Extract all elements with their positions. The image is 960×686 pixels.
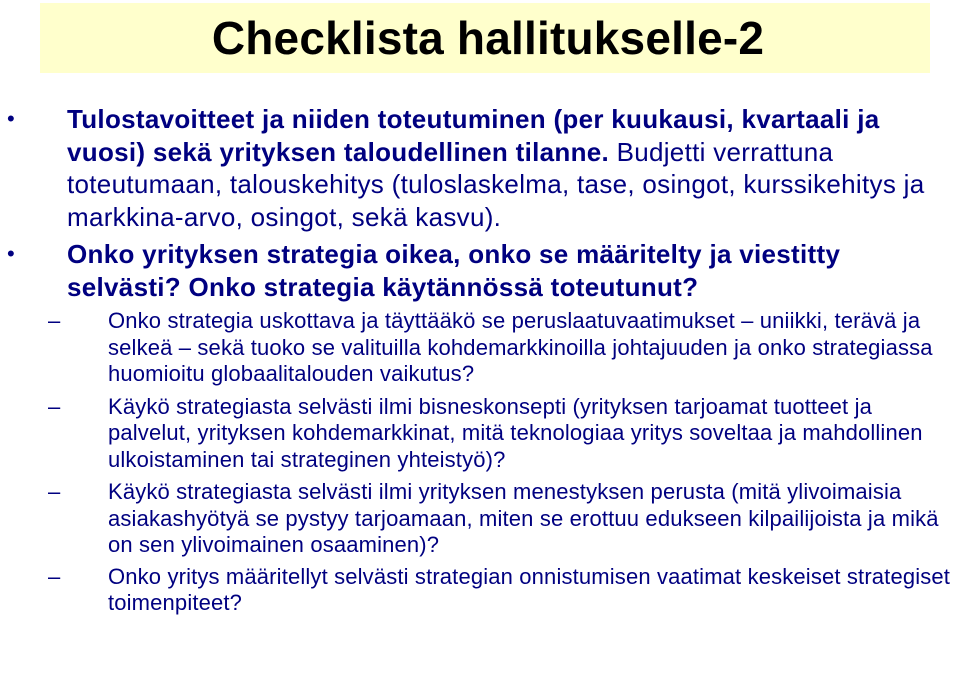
bullet-dot-icon: • bbox=[7, 106, 16, 131]
dash-icon: – bbox=[48, 479, 61, 504]
bullet-bold-text: Tulostavoitteet ja niiden toteutuminen (per kuukausi, kvartaali ja vuosi) sekä yrityksen taloudellinen tilanne. bbox=[67, 104, 880, 167]
dash-icon: – bbox=[48, 308, 61, 333]
bullet-normal-text: Budjetti verrattuna toteutumaan, talouskehitys (tuloslaskelma, tase, osingot, kurssikehitys ja markkina-arvo, osingot, sekä kasvu). bbox=[67, 136, 925, 232]
bullet-dot-icon: • bbox=[7, 241, 16, 266]
sub-bullet-item bbox=[0, 308, 960, 388]
sub-bullet-text: Käykö strategiasta selvästi ilmi bisneskonsepti (yrityksen tarjoamat tuotteet ja palvelut, yrityksen kohdemarkkinat, mitä teknologiaa yritys soveltaa ja mahdollinen ulkoistaminen tai strateginen yhteistyö)? bbox=[108, 393, 923, 472]
dash-icon: – bbox=[48, 393, 61, 419]
sub-bullet-item bbox=[0, 394, 960, 474]
sub-bullet-item bbox=[0, 564, 960, 617]
sub-bullet-item bbox=[0, 479, 960, 559]
bullet-bold-text: Onko yrityksen strategia oikea, onko se määritelty ja viestitty selvästi? Onko strategia käytännössä toteutunut? bbox=[67, 239, 841, 302]
bullet-item bbox=[0, 103, 960, 233]
sub-bullet-text: Onko strategia uskottava ja täyttääkö se peruslaatuvaatimukset – uniikki, terävä ja selkeä – sekä tuoko se valituilla kohdemarkkinoilla johtajuuden ja onko strategiassa huomioitu globaalitalouden vaikutus? bbox=[108, 308, 933, 386]
title-banner bbox=[40, 3, 930, 73]
slide-content bbox=[0, 103, 960, 617]
dash-icon: – bbox=[48, 563, 61, 589]
sub-bullet-text: Käykö strategiasta selvästi ilmi yrityksen menestyksen perusta (mitä ylivoimaisia asiakashyötyä se pystyy tarjoamaan, miten se erottuu edukseen kilpailijoista ja mikä on sen ylivoimainen osaaminen)? bbox=[108, 479, 939, 557]
sub-bullet-text: Onko yritys määritellyt selvästi strategian onnistumisen vaatimat keskeiset strategiset toimenpiteet? bbox=[108, 563, 951, 615]
slide-title: Checklista hallitukselle-2 bbox=[211, 12, 765, 64]
bullet-item bbox=[0, 238, 960, 303]
